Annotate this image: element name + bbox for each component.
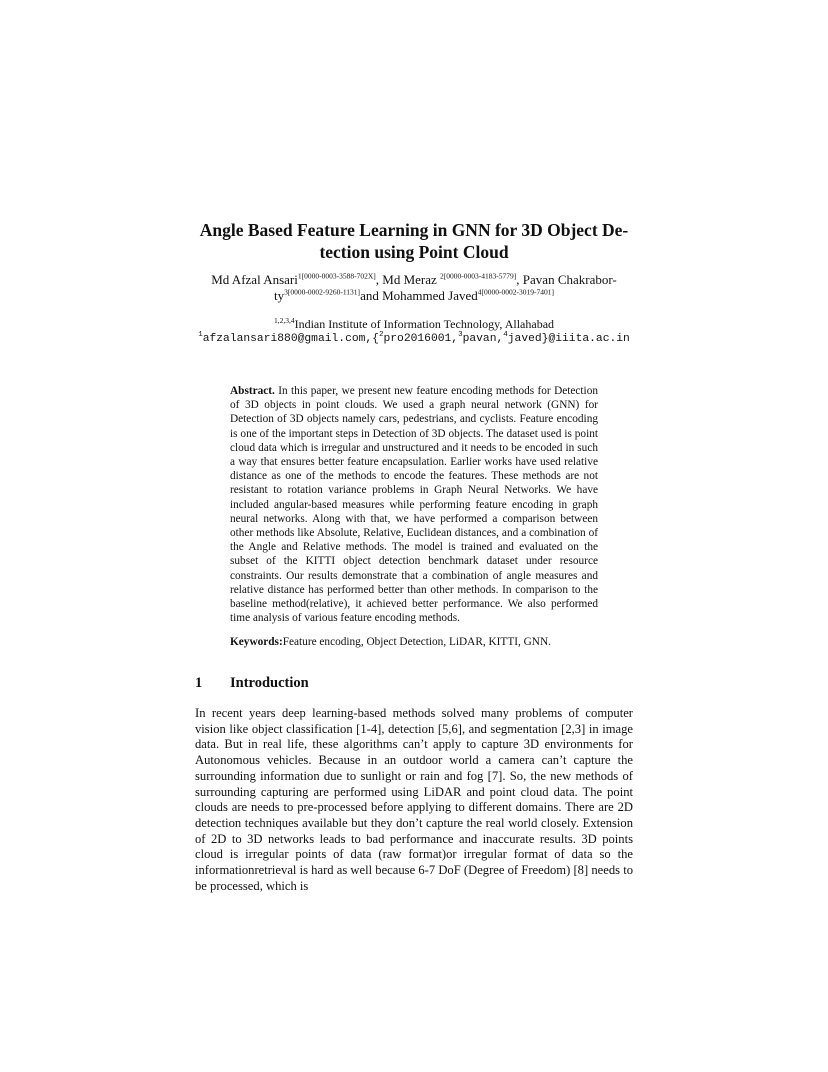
section-title: Introduction [230,675,309,691]
email-sup-3: 3 [458,331,463,340]
affiliation [100,317,728,347]
section-heading [195,675,309,692]
email-4: javed}@iiita.ac.in [507,333,630,345]
institute-line [100,317,728,332]
abstract-label: Abstract. [230,385,275,397]
email-sup-4: 4 [503,331,508,340]
author-4-name: and Mohammed Javed [360,288,478,303]
email-line [100,332,728,347]
author-1-orcid: 1[0000-0003-3588-702X] [297,271,376,281]
keywords [230,635,598,649]
introduction-body [195,706,633,894]
affiliation-sup: 1,2,3,4 [273,316,295,325]
author-3-name-cont: ty [273,288,285,303]
email-3: pavan, [462,333,504,345]
email-sup-1: 1 [198,331,203,340]
title-line-1: Angle Based Feature Learning in GNN for 3D Object De- [199,220,629,240]
email-sup-2: 2 [378,331,384,340]
intro-paragraph: In recent years deep learning-based methods solved many problems of computer vision like object classification [1-4], detection [5,6], and segmentation [2,3] in image data. But in real life, these algorithms can’t apply to capture 3D environments for Autonomous vehicles. Because in an outdoor world a camera can’t capture the surrounding information due to sunlight or rain and fog [7]. So, the new methods of surrounding capturing are performed using LiDAR and point cloud data. The point clouds are needs to pre-processed before applying to different domains. There are 2D detection techniques available but they don’t capture the real world closely. Extension of 2D to 3D networks leads to bad performance and inaccurate results. 3D points cloud is irregular points of data (raw format)or irregular format of data so the informationretrieval is hard as well because 6-7 DoF (Degree of Freedom) [8] needs to be processed, which is [195,706,633,893]
paper-title [150,219,678,263]
author-1-name: Md Afzal Ansari [211,272,298,287]
keywords-text: Feature encoding, Object Detection, LiDAR, KITTI, GNN. [282,636,551,648]
email-2: pro2016001, [383,333,459,345]
keywords-label: Keywords: [230,636,283,648]
author-list [180,272,648,304]
author-3-name: , Pavan Chakrabor- [516,272,617,287]
institute-name: Indian Institute of Information Technology, Allahabad [294,317,555,331]
email-1: afzalansari880@gmail.com,{ [202,333,379,345]
section-number: 1 [195,675,203,691]
author-2-name: , Md Meraz [375,272,441,287]
abstract-text: In this paper, we present new feature encoding methods for Detection of 3D objects in point clouds. We used a graph neural network (GNN) for Detection of 3D objects namely cars, pedestrians, and cyclists. Feature encoding is one of the important steps in Detection of 3D objects. The dataset used is point cloud data which is irregular and unstructured and it needs to be encoded in such a way that ensures better feature encapsulation. Earlier works have used relative distance as one of the methods to encode the features. These methods are not resistant to rotation variance problems in Graph Neural Networks. We have included angular-based measures while performing feature encoding in graph neural networks. Along with that, we have performed a comparison between other methods like Absolute, Relative, Euclidean distances, and a combination of the Angle and Relative methods. The model is trained and evaluated on the subset of the KITTI object detection benchmark dataset under resource constraints. Our results demonstrate that a combination of angle measures and relative distance has performed better than other methods. In comparison to the baseline method(relative), it achieved better performance. We also performed time analysis of various feature encoding methods. [230,385,598,625]
abstract [230,384,598,625]
author-2-orcid: 2[0000-0003-4183-5779] [440,271,517,281]
author-4-orcid: 4[0000-0002-3019-7401] [477,287,555,297]
title-line-2: tection using Point Cloud [319,242,509,262]
author-3-orcid: 3[0000-0002-9260-1131] [284,287,361,297]
